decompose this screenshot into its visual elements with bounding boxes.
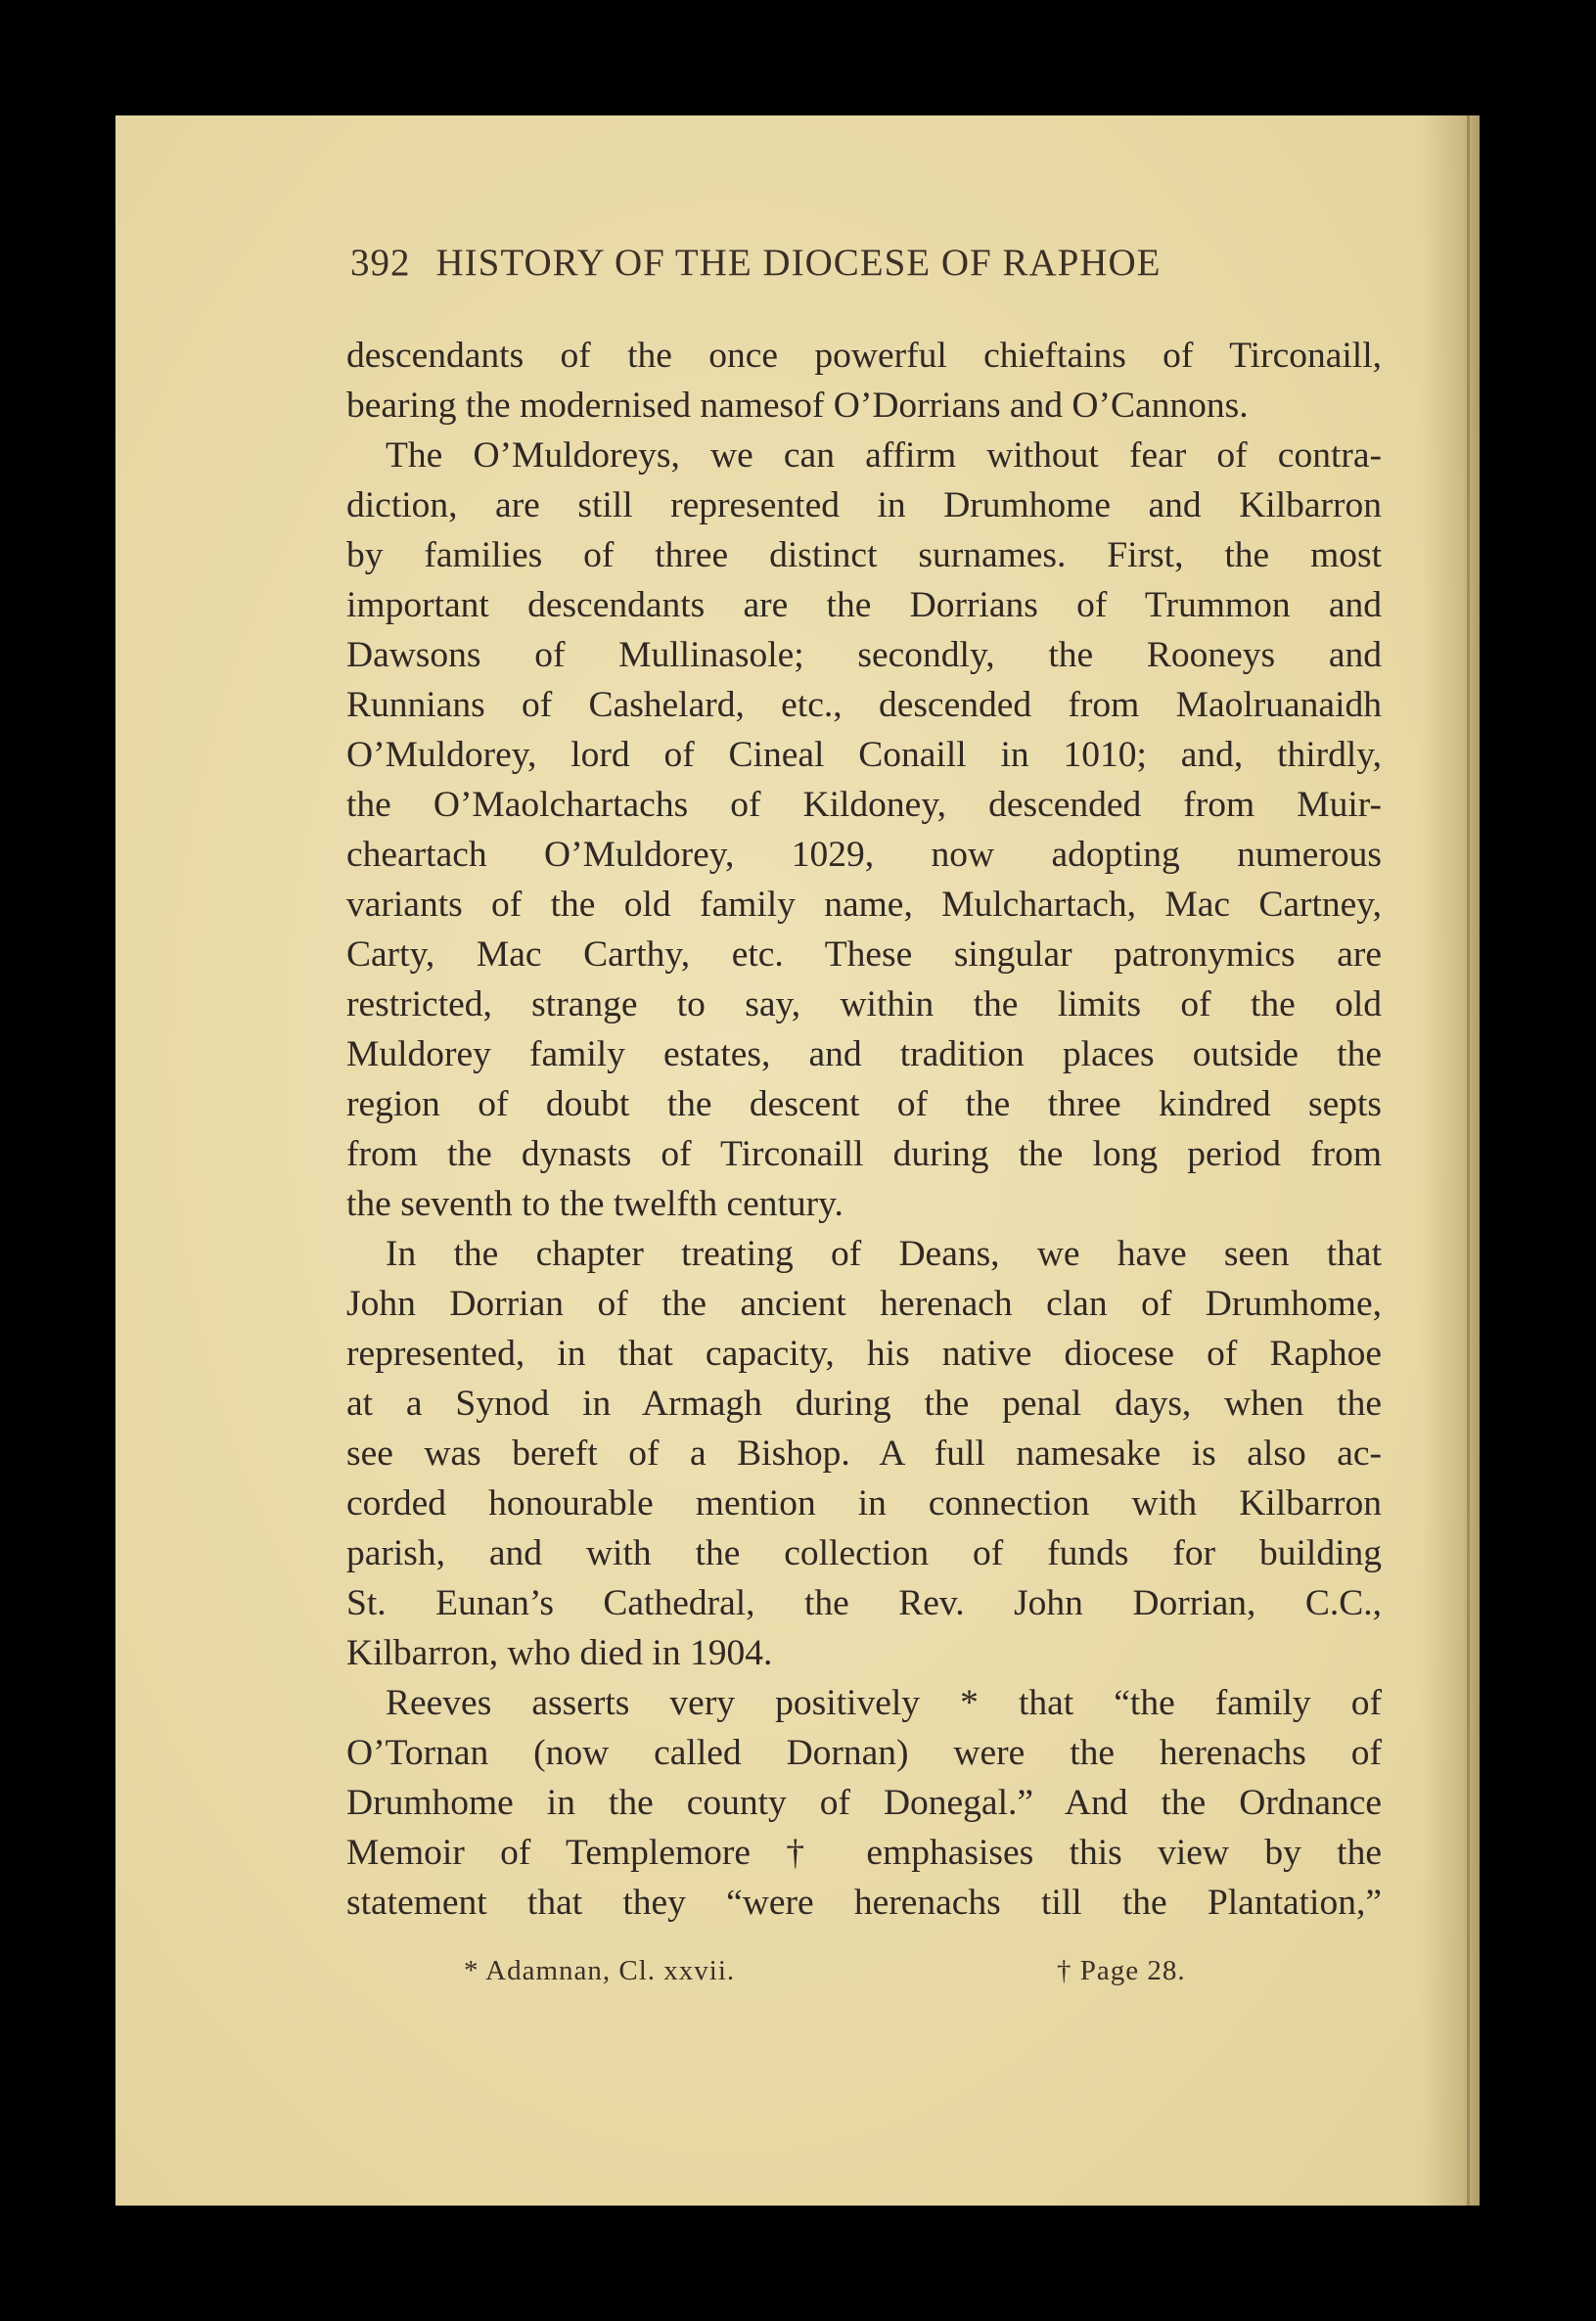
text-line: O’Muldorey, lord of Cineal Conaill in 1010; and, thirdly, (346, 735, 1382, 775)
text-line: Kilbarron, who died in 1904. (346, 1633, 773, 1673)
text-line: diction, are still represented in Drumhome and Kilbarron (346, 485, 1382, 525)
text-line: parish, and with the collection of funds for building (346, 1533, 1382, 1573)
text-line: O’Tornan (now called Dornan) were the herenachs of (346, 1733, 1382, 1773)
text-line: cheartach O’Muldorey, 1029, now adopting numerous (346, 835, 1382, 875)
running-title: HISTORY OF THE DIOCESE OF RAPHOE (435, 242, 1162, 284)
text-line: at a Synod in Armagh during the penal days, when the (346, 1384, 1382, 1424)
text-line: region of doubt the descent of the three kindred septs (346, 1084, 1382, 1124)
text-line: from the dynasts of Tirconaill during the long period from (346, 1134, 1382, 1174)
text-line: the seventh to the twelfth century. (346, 1184, 844, 1224)
text-line: the O’Maolchartachs of Kildoney, descended from Muir- (346, 785, 1382, 825)
text-line: restricted, strange to say, within the limits of the old (346, 984, 1382, 1024)
text-line: corded honourable mention in connection with Kilbarron (346, 1483, 1382, 1524)
text-line: John Dorrian of the ancient herenach clan of Drumhome, (346, 1284, 1382, 1324)
text-line: Drumhome in the county of Donegal.” And the Ordnance (346, 1783, 1382, 1823)
text-line: variants of the old family name, Mulchartach, Mac Cartney, (346, 885, 1382, 925)
text-line: Runnians of Cashelard, etc., descended from Maolruanaidh (346, 685, 1382, 725)
footnote-adamnan: * Adamnan, Cl. xxvii. (464, 1955, 736, 1986)
text-line: In the chapter treating of Deans, we have seen that (386, 1234, 1382, 1274)
text-line: see was bereft of a Bishop. A full namesake is also ac- (346, 1434, 1382, 1474)
text-line: descendants of the once powerful chieftains of Tirconaill, (346, 336, 1382, 376)
page-gutter-line (1467, 115, 1470, 2206)
text-line: important descendants are the Dorrians of Trummon and (346, 585, 1382, 625)
text-line: St. Eunan’s Cathedral, the Rev. John Dorrian, C.C., (346, 1583, 1382, 1623)
text-line: Carty, Mac Carthy, etc. These singular patronymics are (346, 934, 1382, 975)
text-line: Memoir of Templemore † emphasises this view by the (346, 1833, 1382, 1873)
text-line: bearing the modernised namesof O’Dorrians and O’Cannons. (346, 386, 1249, 426)
text-line: Muldorey family estates, and tradition places outside the (346, 1034, 1382, 1074)
text-line: represented, in that capacity, his native diocese of Raphoe (346, 1334, 1382, 1374)
text-line: by families of three distinct surnames. First, the most (346, 535, 1382, 575)
text-line: The O’Muldoreys, we can affirm without fear of contra- (386, 435, 1382, 476)
text-line: statement that they “were herenachs till the Plantation,” (346, 1883, 1382, 1923)
page-number: 392 (350, 242, 411, 284)
text-line: Dawsons of Mullinasole; secondly, the Rooneys and (346, 635, 1382, 675)
body-text (346, 331, 1382, 1928)
text-line: Reeves asserts very positively * that “the family of (386, 1683, 1382, 1723)
book-page (115, 115, 1480, 2206)
running-header (350, 241, 1476, 285)
footnote-page: † Page 28. (1057, 1955, 1186, 1986)
page-edge-shadow (1421, 115, 1480, 2206)
